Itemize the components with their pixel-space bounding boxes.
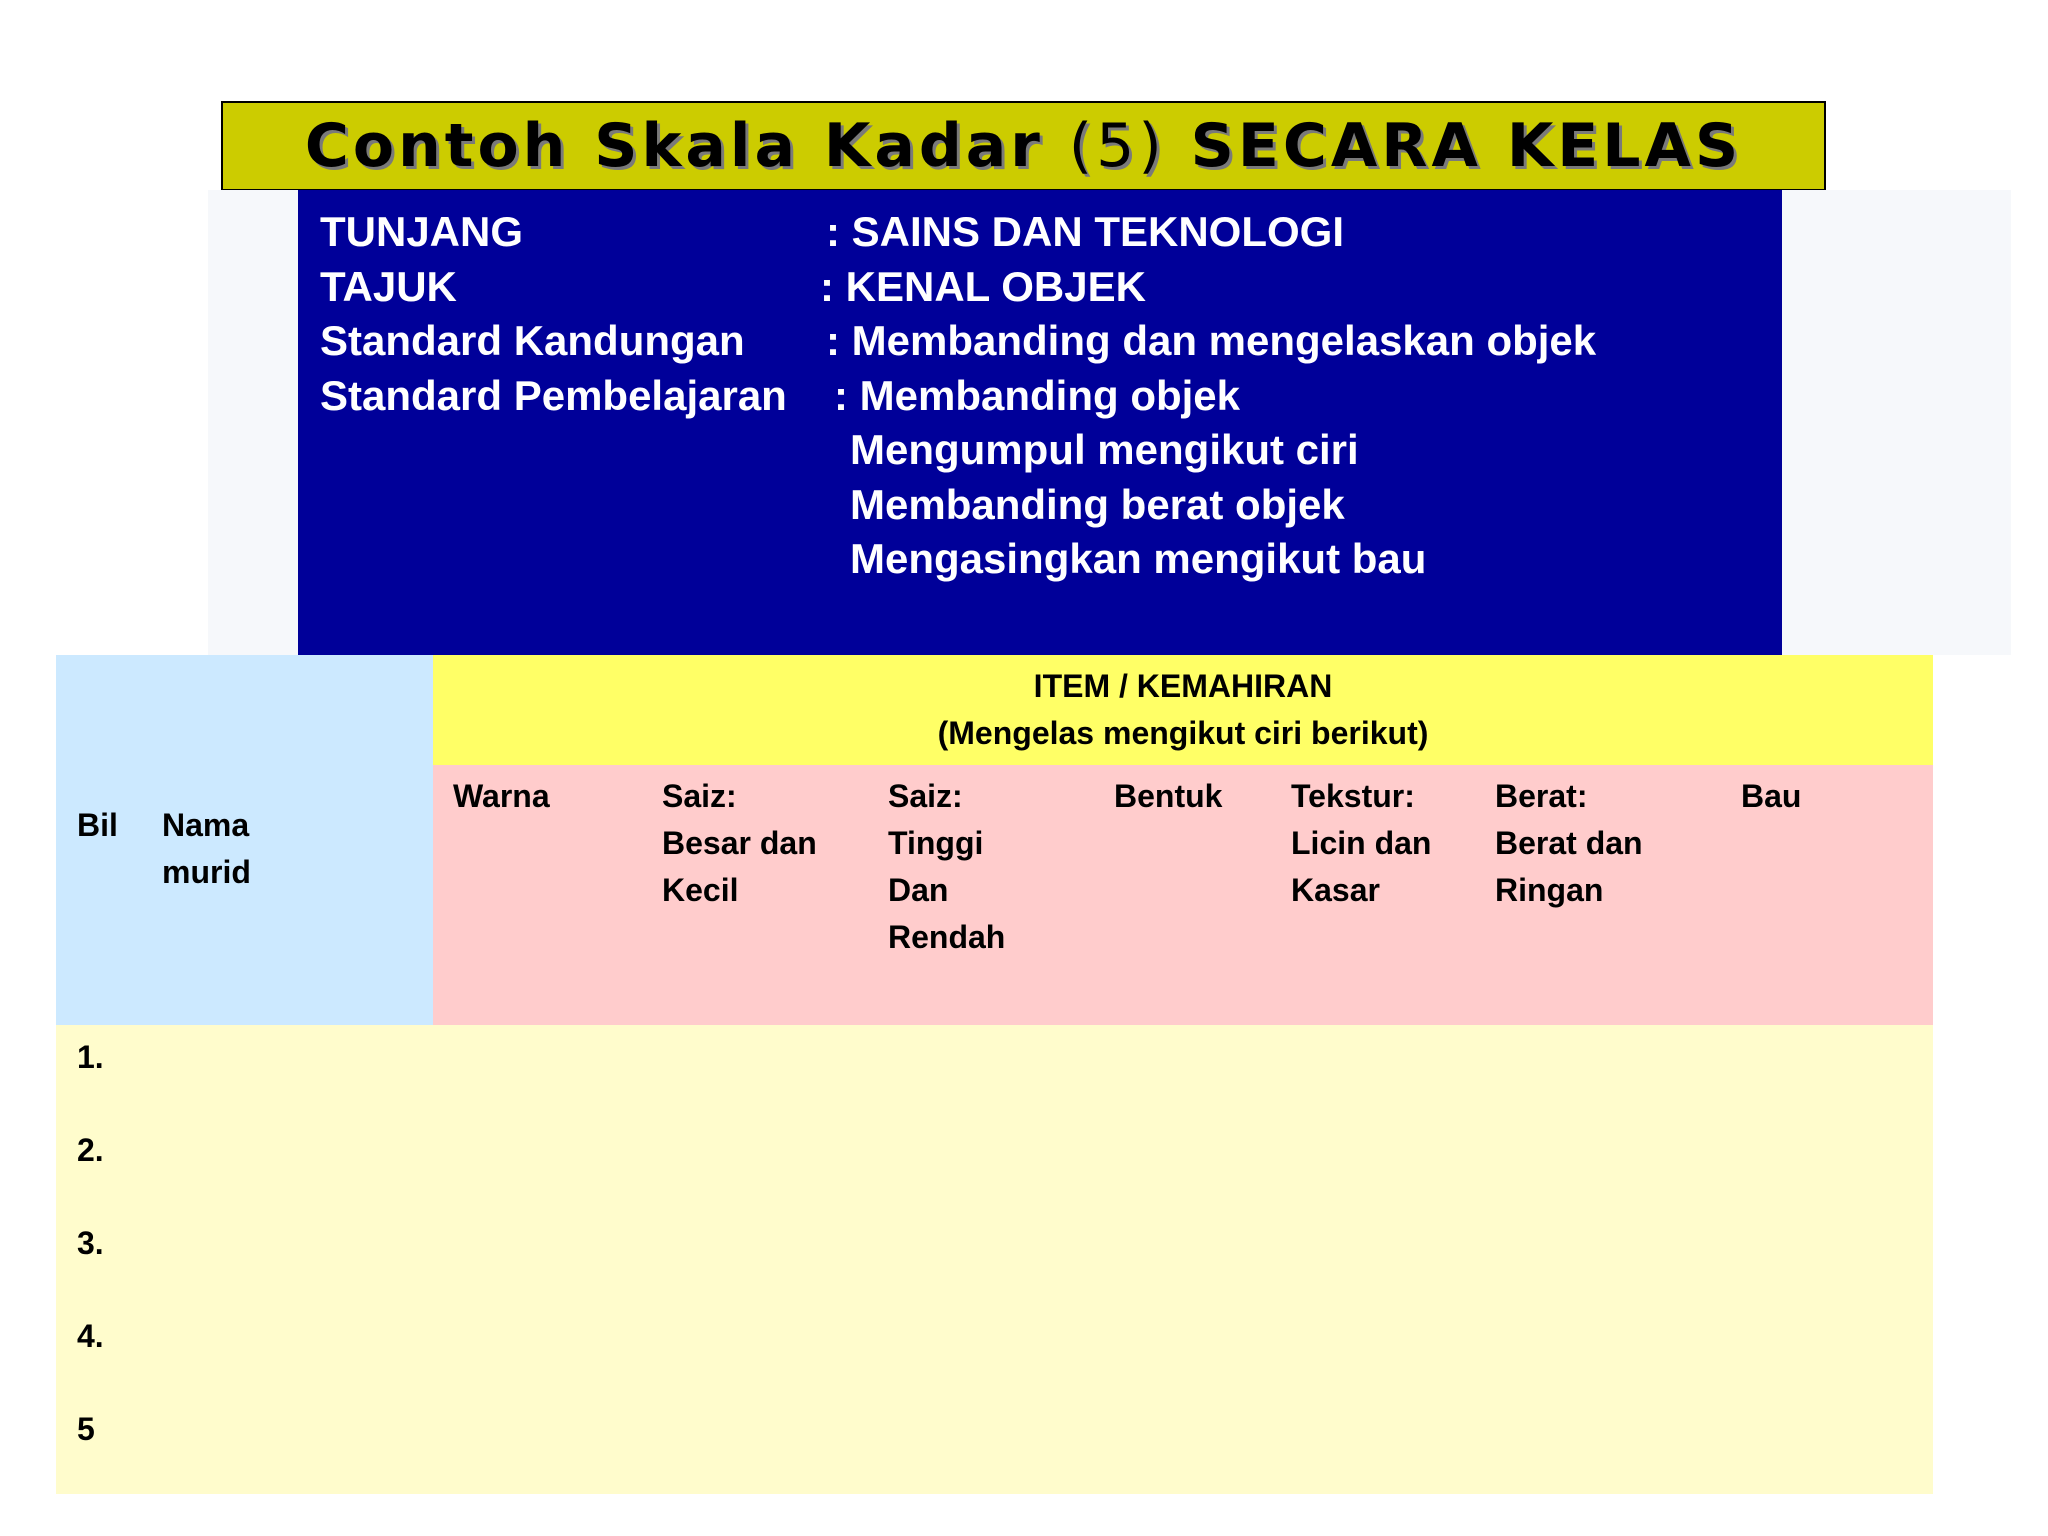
column-header-line: Ringan bbox=[1495, 872, 1604, 908]
nama-header: Nama bbox=[162, 807, 250, 843]
standard-kandungan-value: : Membanding dan mengelaskan objek bbox=[826, 317, 1597, 364]
column-header-warna: Warna bbox=[453, 778, 550, 814]
column-header-line: Tinggi bbox=[888, 825, 984, 861]
bil-header: Bil bbox=[77, 807, 118, 843]
column-header-saiz-besar-kecil: Saiz: bbox=[662, 778, 737, 814]
murid-header: murid bbox=[162, 854, 251, 890]
row-number: 5 bbox=[77, 1411, 95, 1447]
title-number: (5) bbox=[1068, 111, 1166, 181]
info-panel bbox=[298, 190, 1782, 655]
column-header-bau: Bau bbox=[1741, 778, 1802, 814]
column-header-saiz-tinggi-rendah: Saiz: bbox=[888, 778, 963, 814]
column-header-line: Kasar bbox=[1291, 872, 1380, 908]
column-header-line: Besar dan bbox=[662, 825, 817, 861]
page-title bbox=[305, 111, 1742, 181]
standard-pembelajaran-item: Membanding berat objek bbox=[850, 481, 1345, 528]
standard-kandungan-label: Standard Kandungan bbox=[320, 317, 745, 364]
item-header-title: ITEM / KEMAHIRAN bbox=[1033, 668, 1333, 704]
row-number: 2. bbox=[77, 1132, 104, 1168]
column-header-line: Berat dan bbox=[1495, 825, 1643, 861]
tajuk-value: : KENAL OBJEK bbox=[820, 263, 1146, 310]
title-bar bbox=[221, 101, 1826, 191]
column-header-bentuk: Bentuk bbox=[1114, 778, 1223, 814]
standard-pembelajaran-value: : Membanding objek bbox=[834, 372, 1241, 419]
column-header-berat: Berat: bbox=[1495, 778, 1588, 814]
item-header-subtitle: (Mengelas mengikut ciri berikut) bbox=[937, 715, 1429, 751]
row-number: 3. bbox=[77, 1225, 104, 1261]
title-part-2: SECARA KELAS bbox=[1165, 111, 1743, 181]
column-header-line: Kecil bbox=[662, 872, 739, 908]
row-number: 4. bbox=[77, 1318, 104, 1354]
standard-pembelajaran-item: Mengasingkan mengikut bau bbox=[850, 535, 1427, 582]
tunjang-label: TUNJANG bbox=[320, 208, 524, 255]
standard-pembelajaran-item: Mengumpul mengikut ciri bbox=[850, 426, 1359, 473]
column-header-tekstur: Tekstur: bbox=[1291, 778, 1415, 814]
column-header-line: Rendah bbox=[888, 919, 1006, 955]
table-body bbox=[56, 1025, 1933, 1494]
column-header-line: Dan bbox=[888, 872, 949, 908]
column-header-line: Licin dan bbox=[1291, 825, 1432, 861]
row-number: 1. bbox=[77, 1039, 104, 1075]
standard-pembelajaran-label: Standard Pembelajaran bbox=[320, 372, 787, 419]
tajuk-label: TAJUK bbox=[320, 263, 457, 310]
tunjang-value: : SAINS DAN TEKNOLOGI bbox=[826, 208, 1345, 255]
title-part-1: Contoh Skala Kadar bbox=[304, 111, 1069, 181]
